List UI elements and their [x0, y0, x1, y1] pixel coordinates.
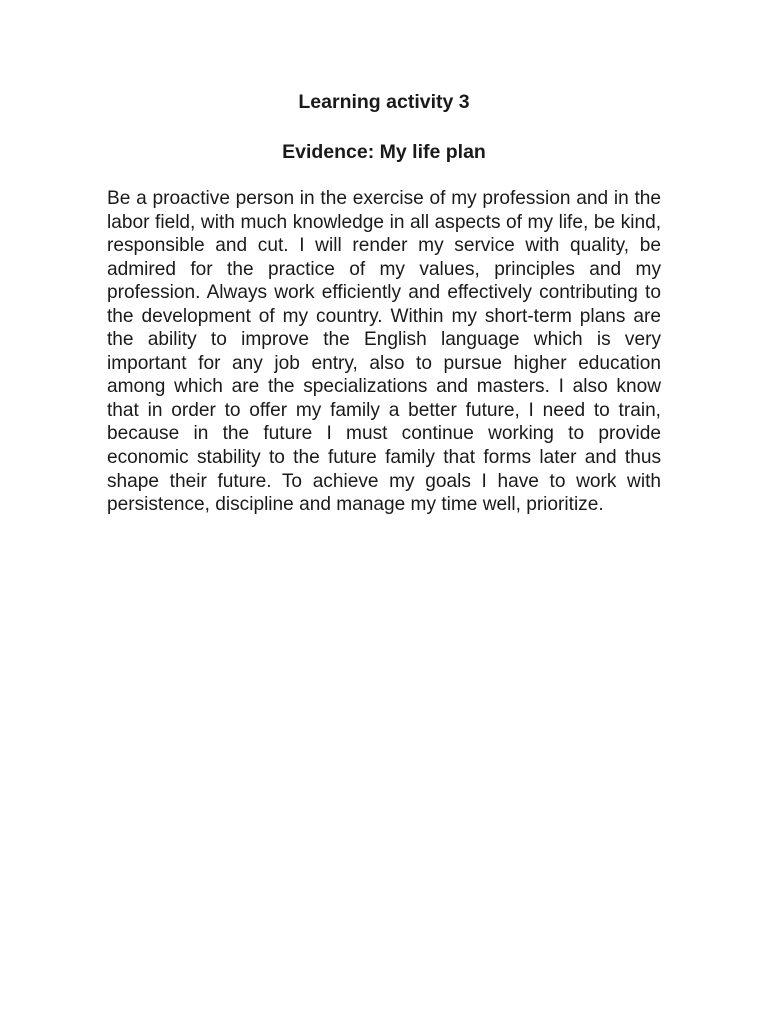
document-subtitle: Evidence: My life plan: [282, 141, 486, 163]
document-title: Learning activity 3: [298, 91, 470, 113]
body-paragraph: Be a proactive person in the exercise of my profession and in the labor field, with much knowledge in all aspects of my life, be kind, responsible and cut. I will render my service with quality, be admired for the practice of my values, principles and my profession. Always work efficiently and effectively contributing to the development of my country. Within my short-term plans are the ability to improve the English language which is very important for any job entry, also to pursue higher education among which are the specializations and masters. I also know that in order to offer my family a better future, I need to train, because in the future I must continue working to provide economic stability to the future family that forms later and thus shape their future. To achieve my goals I have to work with persistence, discipline and manage my time well, prioritize.: [107, 188, 661, 516]
